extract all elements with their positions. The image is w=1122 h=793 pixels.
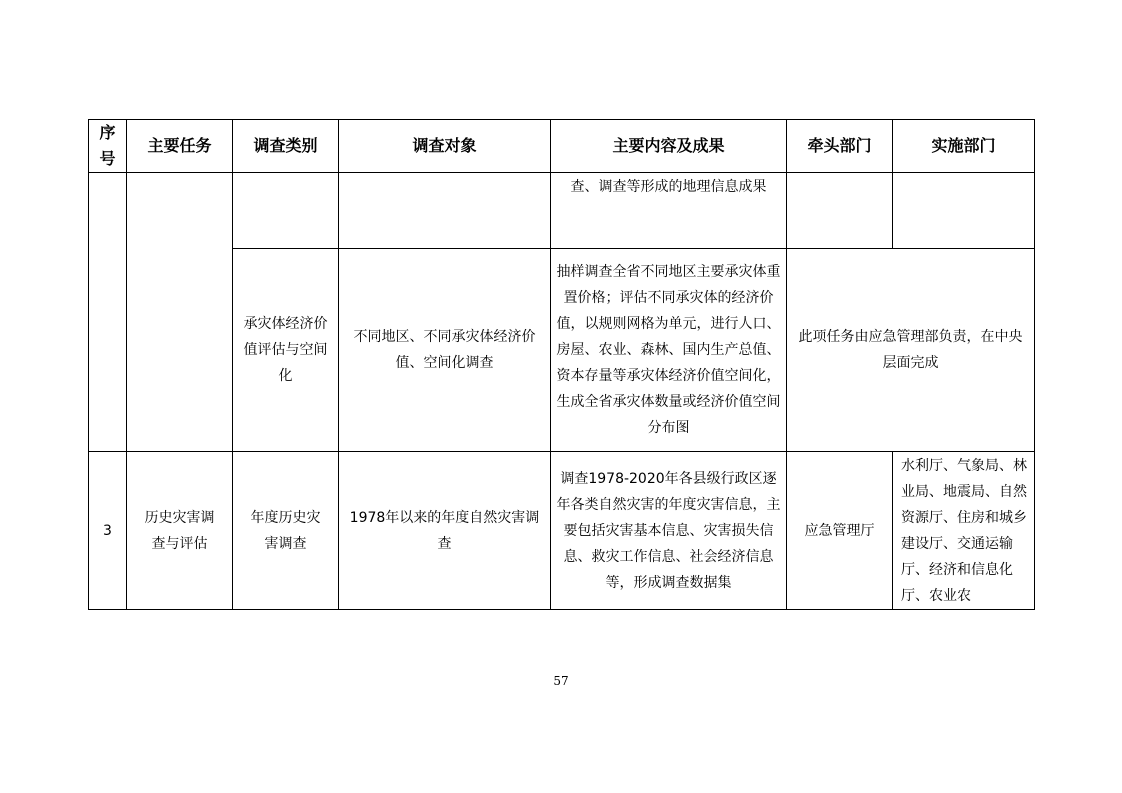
seq-cell-empty <box>89 173 127 452</box>
impl-cell-empty <box>893 173 1035 249</box>
lead-cell-empty <box>787 173 893 249</box>
table-row <box>89 452 1035 610</box>
table-row <box>89 173 1035 249</box>
content-cell: 调查1978-2020年各县级行政区逐年各类自然灾害的年度灾害信息，主要包括灾害基本信息、灾害损失信息、救灾工作信息、社会经济信息等，形成调查数据集 <box>551 452 787 610</box>
category-cell: 年度历史灾害调查 <box>233 452 339 610</box>
header-seq: 序号 <box>89 120 127 173</box>
task-cell-empty <box>127 173 233 452</box>
header-object: 调查对象 <box>339 120 551 173</box>
object-cell: 不同地区、不同承灾体经济价值、空间化调查 <box>339 249 551 452</box>
header-impl: 实施部门 <box>893 120 1035 173</box>
content-cell-continued: 查、调查等形成的地理信息成果 <box>551 173 787 249</box>
content-cell: 抽样调查全省不同地区主要承灾体重置价格；评估不同承灾体的经济价值，以规则网格为单元，进行人口、房屋、农业、森林、国内生产总值、资本存量等承灾体经济价值空间化，生成全省承灾体数量或经济价值空间分布图 <box>551 249 787 452</box>
object-cell: 1978年以来的年度自然灾害调查 <box>339 452 551 610</box>
task-table <box>88 119 1035 610</box>
table-header-row <box>89 120 1035 173</box>
header-lead: 牵头部门 <box>787 120 893 173</box>
category-cell-empty <box>233 173 339 249</box>
header-task: 主要任务 <box>127 120 233 173</box>
category-cell: 承灾体经济价值评估与空间化 <box>233 249 339 452</box>
seq-cell: 3 <box>89 452 127 610</box>
task-cell: 历史灾害调查与评估 <box>127 452 233 610</box>
lead-cell: 应急管理厅 <box>787 452 893 610</box>
page-number: 57 <box>553 674 569 688</box>
impl-cell: 水利厅、气象局、林业局、地震局、自然资源厅、住房和城乡建设厅、交通运输厅、经济和信息化厅、农业农 <box>893 452 1035 610</box>
object-cell-empty <box>339 173 551 249</box>
note-cell: 此项任务由应急管理部负责，在中央层面完成 <box>787 249 1035 452</box>
header-category: 调查类别 <box>233 120 339 173</box>
header-content: 主要内容及成果 <box>551 120 787 173</box>
